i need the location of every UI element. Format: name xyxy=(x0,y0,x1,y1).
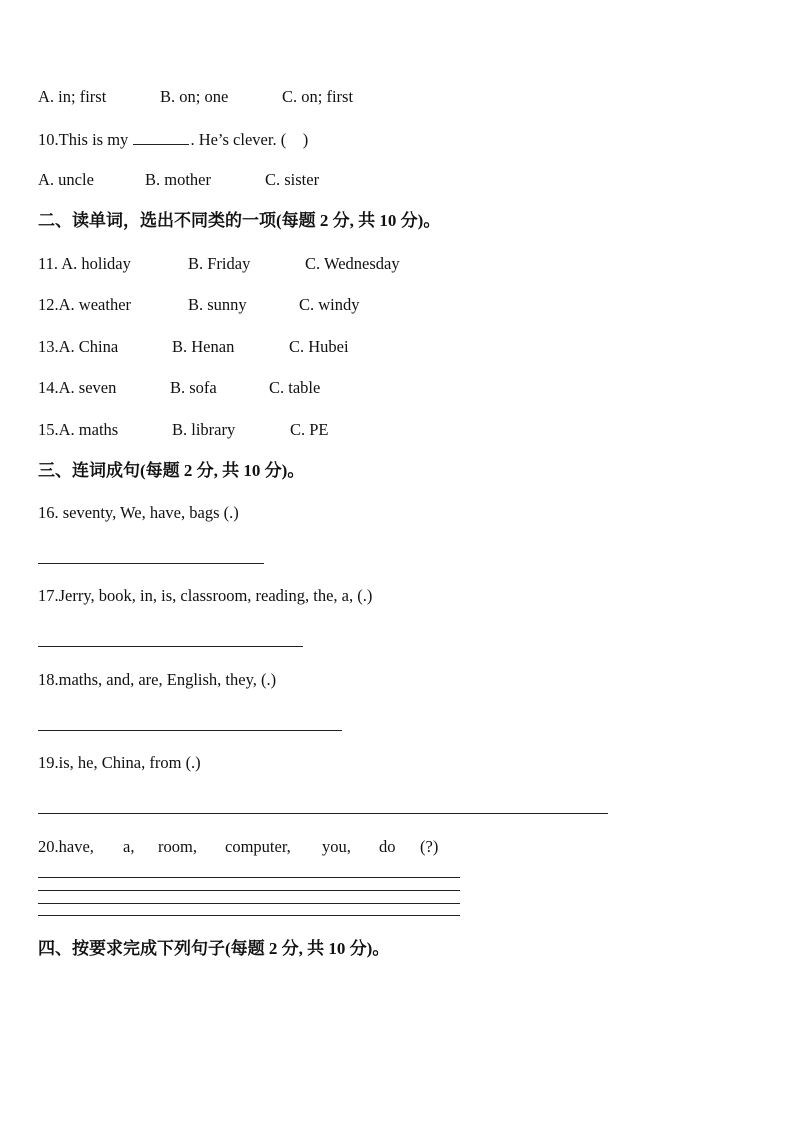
q20-word-2: a, xyxy=(123,837,135,856)
q12-option-b: B. sunny xyxy=(188,295,247,314)
q12-option-a: 12.A. weather xyxy=(38,295,132,314)
q20-answer-line-2[interactable] xyxy=(38,890,460,891)
q17-answer-line[interactable] xyxy=(38,646,303,647)
q10-question xyxy=(38,129,308,150)
q16-question: 16. seventy, We, have, bags (.) xyxy=(38,503,239,522)
q17-question: 17.Jerry, book, in, is, classroom, reading, the, a, (.) xyxy=(38,586,373,605)
q19-question: 19.is, he, China, from (.) xyxy=(38,753,201,772)
q9-option-c: C. on; first xyxy=(282,87,354,106)
q20-answer-line-1[interactable] xyxy=(38,877,460,878)
q20-word-3: room, xyxy=(158,837,197,856)
q20-word-7: (?) xyxy=(420,837,439,856)
q9-option-b: B. on; one xyxy=(160,87,229,106)
q10-blank xyxy=(133,129,189,145)
q16-answer-line[interactable] xyxy=(38,563,264,564)
q11-option-b: B. Friday xyxy=(188,254,251,273)
q10-option-a: A. uncle xyxy=(38,170,94,189)
q10-prefix: 10.This is my xyxy=(38,130,129,149)
q18-answer-line[interactable] xyxy=(38,730,342,731)
q20-word-4: computer, xyxy=(225,837,291,856)
q12-option-c: C. windy xyxy=(299,295,360,314)
q14-option-b: B. sofa xyxy=(170,378,217,397)
q20-word-6: do xyxy=(379,837,396,856)
q10-suffix: . He’s clever. ( ) xyxy=(190,130,309,149)
q10-option-b: B. mother xyxy=(145,170,211,189)
q13-option-c: C. Hubei xyxy=(289,337,349,356)
q11-option-a: 11. A. holiday xyxy=(38,254,131,273)
q15-option-b: B. library xyxy=(172,420,236,439)
q13-option-a: 13.A. China xyxy=(38,337,119,356)
q14-option-a: 14.A. seven xyxy=(38,378,117,397)
q11-option-c: C. Wednesday xyxy=(305,254,400,273)
q15-option-c: C. PE xyxy=(290,420,329,439)
q14-option-c: C. table xyxy=(269,378,321,397)
section3-heading: 三、连词成句(每题 2 分, 共 10 分)。 xyxy=(38,461,305,480)
section2-heading: 二、读单词，选出不同类的一项(每题 2 分, 共 10 分)。 xyxy=(38,211,441,230)
q20-answer-line-4[interactable] xyxy=(38,915,460,916)
q9-option-a: A. in; first xyxy=(38,87,107,106)
q13-option-b: B. Henan xyxy=(172,337,235,356)
q20-answer-line-3[interactable] xyxy=(38,903,460,904)
q20-word-1: 20.have, xyxy=(38,837,94,856)
q15-option-a: 15.A. maths xyxy=(38,420,119,439)
q10-option-c: C. sister xyxy=(265,170,320,189)
section4-heading: 四、按要求完成下列句子(每题 2 分, 共 10 分)。 xyxy=(38,939,390,958)
q20-word-5: you, xyxy=(322,837,351,856)
q18-question: 18.maths, and, are, English, they, (.) xyxy=(38,670,277,689)
q19-answer-line[interactable] xyxy=(38,813,608,814)
